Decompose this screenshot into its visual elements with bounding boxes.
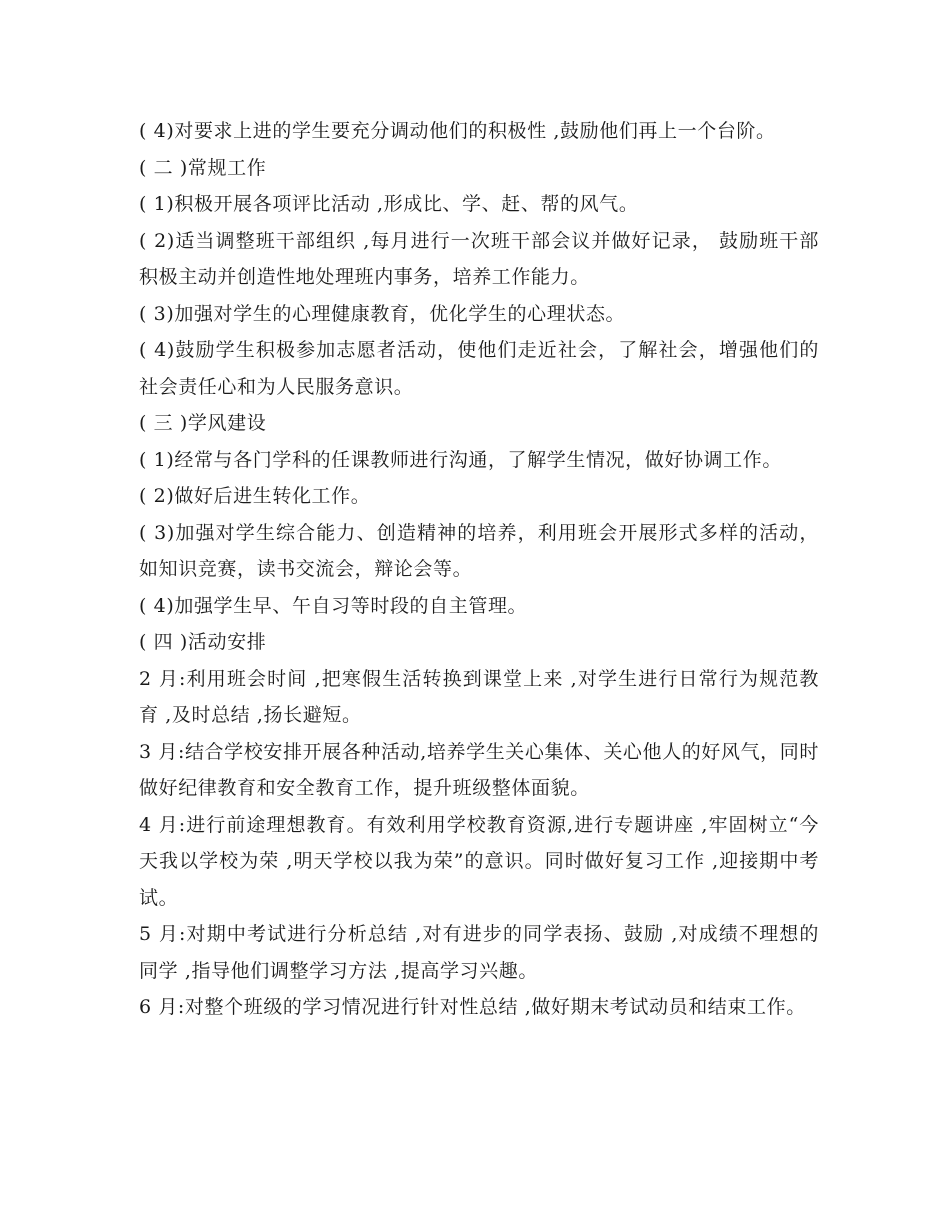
paragraph-encourage-students: ( 4)对要求上进的学生要充分调动他们的积极性 ,鼓励他们再上一个台阶。 bbox=[139, 120, 776, 142]
paragraph-study-3: ( 3)加强对学生综合能力、创造精神的培养，利用班会开展形式多样的活动，如知识竞赛，读书交流会，辩论会等。 bbox=[139, 521, 819, 580]
document-body bbox=[139, 113, 819, 1026]
paragraph-may: 5 月:对期中考试进行分析总结 ,对有进步的同学表扬、鼓励 ,对成绩不理想的同学 ,指导他们调整学习方法 ,提高学习兴趣。 bbox=[139, 923, 819, 982]
paragraph-march: 3 月:结合学校安排开展各种活动,培养学生关心集体、关心他人的好风气，同时做好纪律教育和安全教育工作，提升班级整体面貌。 bbox=[139, 740, 819, 799]
paragraph-april: 4 月:进行前途理想教育。有效利用学校教育资源,进行专题讲座 ,牢固树立“今天我以学校为荣 ,明天学校以我为荣”的意识。同时做好复习工作 ,迎接期中考试。 bbox=[139, 813, 819, 909]
paragraph-study-1: ( 1)经常与各门学科的任课教师进行沟通，了解学生情况，做好协调工作。 bbox=[139, 448, 782, 471]
section-heading-activities: ( 四 )活动安排 bbox=[139, 631, 267, 653]
paragraph-study-4: ( 4)加强学生早、午自习等时段的自主管理。 bbox=[139, 594, 528, 617]
section-heading-study-style: ( 三 )学风建设 bbox=[139, 412, 267, 434]
paragraph-routine-1: ( 1)积极开展各项评比活动 ,形成比、学、赶、帮的风气。 bbox=[139, 193, 639, 215]
paragraph-february: 2 月:利用班会时间 ,把寒假生活转换到课堂上来 ,对学生进行日常行为规范教育 ,及时总结 ,扬长避短。 bbox=[139, 667, 819, 726]
section-heading-routine-work: ( 二 )常规工作 bbox=[139, 156, 267, 179]
paragraph-routine-4: ( 4)鼓励学生积极参加志愿者活动，使他们走近社会，了解社会，增强他们的社会责任心和为人民服务意识。 bbox=[139, 339, 819, 398]
paragraph-routine-3: ( 3)加强对学生的心理健康教育，优化学生的心理状态。 bbox=[139, 302, 626, 325]
paragraph-study-2: ( 2)做好后进生转化工作。 bbox=[139, 485, 371, 507]
paragraph-routine-2: ( 2)适当调整班干部组织 ,每月进行一次班干部会议并做好记录， 鼓励班干部积极主动并创造性地处理班内事务，培养工作能力。 bbox=[139, 229, 819, 288]
paragraph-june: 6 月:对整个班级的学习情况进行针对性总结 ,做好期末考试动员和结束工作。 bbox=[139, 996, 806, 1018]
